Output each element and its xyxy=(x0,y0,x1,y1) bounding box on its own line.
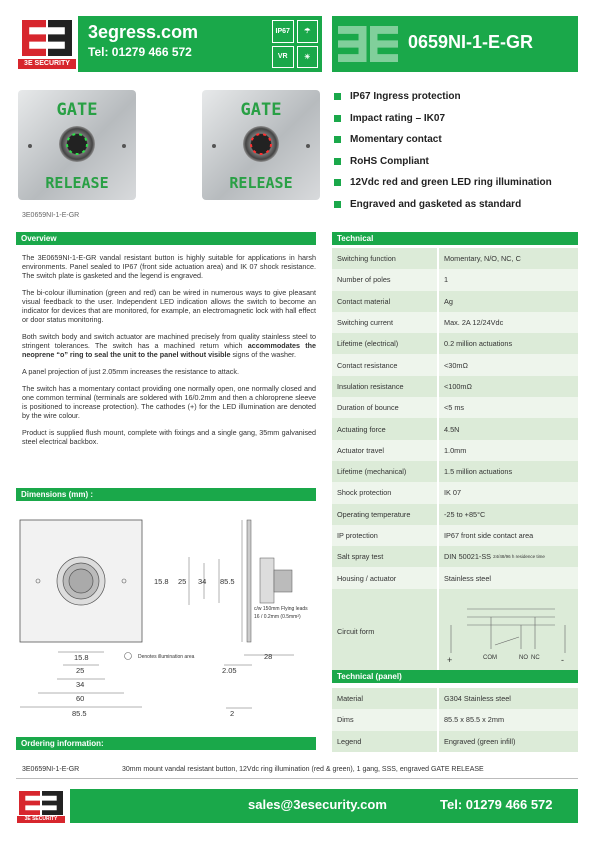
table-row: Salt spray test DIN 50021-SS 24/48/96 h residence time xyxy=(332,546,578,567)
circuit-label: Circuit form xyxy=(337,626,375,636)
feature-list xyxy=(334,86,552,215)
illumination-note: Denotes illumination area xyxy=(138,654,195,660)
dim-v-85-5: 85.5 xyxy=(220,577,235,586)
table-row: Lifetime (mechanical) 1.5 million actuations xyxy=(332,461,578,482)
table-row: Shock protection IK 07 xyxy=(332,482,578,503)
footer-phone: Tel: 01279 466 572 xyxy=(440,797,553,812)
overview-heading: Overview xyxy=(16,232,316,245)
circuit-diagram xyxy=(443,595,571,667)
dimensions-heading: Dimensions (mm) : xyxy=(16,488,316,501)
dim-h-85-5: 85.5 xyxy=(72,709,87,718)
footer-logo-label: 3E SECURITY xyxy=(17,816,65,823)
led-ring-green xyxy=(59,126,95,162)
product-photo-red: GATE RELEASE xyxy=(202,90,320,200)
footer-logo xyxy=(16,789,66,823)
feature-item: Momentary contact xyxy=(334,129,552,151)
phone-text: Tel: 01279 466 572 xyxy=(88,45,192,59)
table-row: Contact resistance <30mΩ xyxy=(332,354,578,375)
footer-email[interactable]: sales@3esecurity.com xyxy=(248,797,387,812)
lead-note-2: 16 / 0.2mm (0.5mm²) xyxy=(254,614,301,620)
table-row: Actuating force 4.5N xyxy=(332,418,578,439)
technical-panel-table xyxy=(332,688,578,752)
dim-h-60: 60 xyxy=(76,694,85,703)
table-row: Lifetime (electrical) 0.2 million actuations xyxy=(332,333,578,354)
overview-text: The 3E0659NI-1-E-GR vandal resistant button is highly suitable for applications in harsh environments. Panel sealed to IP67 (front side actuation area) and IK 07 shock resistance. The switch plate is gasketed and the legend is engraved. The bi-colour illumination (green and red) can be wired in numerous ways to give pleasant visual feedback to the user. Independent LED indication allows the switch to become an indicator for devices that are monitored, for example, an electromagnetic lock with hall effect or door status monitoring. Both switch body and switch actuator are machined precisely from quality stainless steel to stringent tolerances. The switch has a machined return which accommodates the neoprene “o” ring to seal the unit to the panel without visible signs of the washer. A panel projection of just 2.05mm increases the resistance to attack. The switch has a momentary contact providing one normally open, one normally closed and one common terminal (terminals are soldered with 16/0.2mm and then a chloroprene sleeve is positioned to increase protection). The cathodes (+) for the LED illumination are denoted by the wire colour. Product is supplied flush mount, complete with fixings and a single gang, 35mm galvanised steel electrical backbox. xyxy=(22,253,317,446)
table-row: Dims 85.5 x 85.5 x 2mm xyxy=(332,709,578,730)
terminal-nc: NC xyxy=(531,654,540,661)
technical-table xyxy=(332,248,578,674)
order-description: 30mm mount vandal resistant button, 12Vdc ring illumination (red & green), 1 gang, SSS, engraved GATE RELEASE xyxy=(122,766,484,773)
terminal-no: NO xyxy=(519,654,528,661)
feature-item: Impact rating – IK07 xyxy=(334,108,552,130)
dim-projection-2-05: 2.05 xyxy=(222,666,237,675)
feature-item: 12Vdc red and green LED ring illumination xyxy=(334,172,552,194)
divider xyxy=(16,778,578,779)
company-logo xyxy=(16,16,78,72)
terminal-com: COM xyxy=(483,654,497,661)
ip67-icon: IP67 xyxy=(272,20,294,43)
order-code: 3E0659NI-1-E-GR xyxy=(22,766,80,773)
table-row: Actuator travel 1.0mm xyxy=(332,440,578,461)
table-row: Material G304 Stainless steel xyxy=(332,688,578,709)
watermark-logo xyxy=(338,26,398,62)
terminal-positive: + xyxy=(447,654,453,665)
table-row: Legend Engraved (green infill) xyxy=(332,731,578,752)
feature-item: IP67 Ingress protection xyxy=(334,86,552,108)
table-row: Switching function Momentary, N/O, NC, C xyxy=(332,248,578,269)
table-row: IP protection IP67 front side contact area xyxy=(332,525,578,546)
dim-v-15-8: 15.8 xyxy=(154,577,169,586)
logo-label: 3E SECURITY xyxy=(18,59,76,69)
technical-heading: Technical xyxy=(332,232,578,245)
dim-h-15-8: 15.8 xyxy=(74,653,89,662)
illumination-legend-icon xyxy=(125,653,132,660)
led-ring-red xyxy=(243,126,279,162)
weather-icon: ☂ xyxy=(297,20,319,43)
lead-note-1: c/w 150mm Flying leads xyxy=(254,606,308,612)
table-row: Operating temperature -25 to +85°C xyxy=(332,504,578,525)
feature-item: Engraved and gasketed as standard xyxy=(334,194,552,216)
dim-depth-28: 28 xyxy=(264,652,273,661)
table-row: Number of poles 1 xyxy=(332,269,578,290)
technical-panel-heading: Technical (panel) xyxy=(332,670,578,683)
circuit-row xyxy=(332,589,578,674)
table-row: Switching current Max. 2A 12/24Vdc xyxy=(332,312,578,333)
ordering-heading: Ordering information: xyxy=(16,737,316,750)
model-number: 0659NI-1-E-GR xyxy=(408,32,534,52)
table-row: Duration of bounce <5 ms xyxy=(332,397,578,418)
dim-v-25: 25 xyxy=(178,577,187,586)
rating-icons xyxy=(272,20,318,68)
illumination-icon: ☀ xyxy=(297,46,319,69)
product-photo-green: GATE RELEASE xyxy=(18,90,136,200)
terminal-negative: - xyxy=(561,654,564,665)
dim-h-25: 25 xyxy=(76,666,85,675)
dim-h-34: 34 xyxy=(76,680,85,689)
dim-v-34: 34 xyxy=(198,577,207,586)
table-row: Housing / actuator Stainless steel xyxy=(332,567,578,588)
photo-caption: 3E0659NI-1-E-GR xyxy=(22,212,80,219)
feature-item: RoHS Compliant xyxy=(334,151,552,173)
vandal-resistant-icon: VR xyxy=(272,46,294,69)
dim-plate-2: 2 xyxy=(230,709,235,718)
table-row: Insulation resistance <100mΩ xyxy=(332,376,578,397)
salt-spray-note: 24/48/96 h residence time xyxy=(493,554,545,560)
website-text: 3egress.com xyxy=(88,22,199,42)
table-row: Contact material Ag xyxy=(332,291,578,312)
dimensions-drawing xyxy=(14,510,319,725)
